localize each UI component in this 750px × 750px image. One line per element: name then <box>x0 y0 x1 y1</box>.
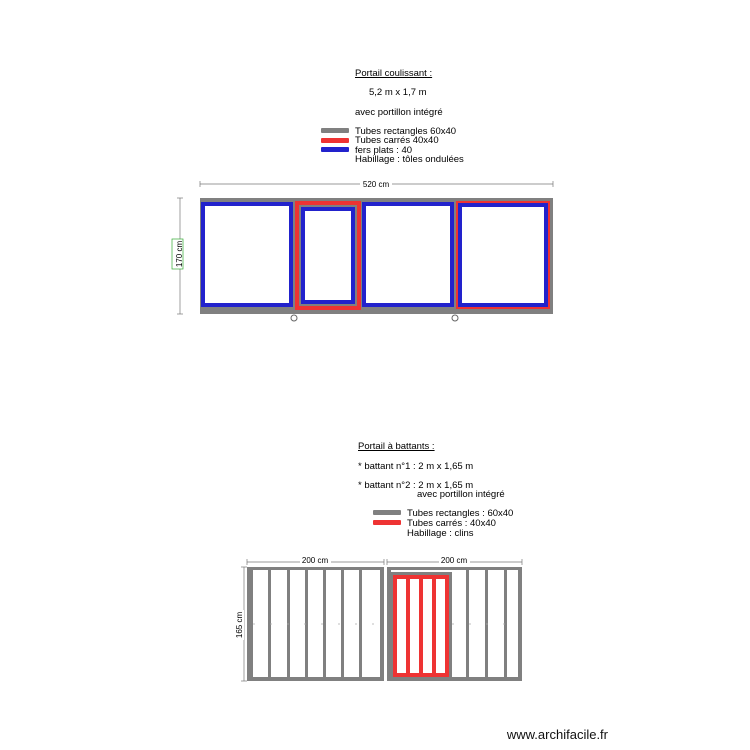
portail2-note: avec portillon intégré <box>417 489 505 500</box>
p1-height-label: 170 cm <box>175 240 184 268</box>
p2-leaf-1 <box>247 567 384 681</box>
p2-leaf-2 <box>387 567 522 681</box>
portail2-legend-item-1: Tubes rectangles : 60x40 <box>407 508 514 519</box>
portail1-legend-item-1: Tubes rectangles 60x40 <box>355 126 457 137</box>
portail2-battant-1: * battant n°1 : 2 m x 1,65 m <box>358 461 474 472</box>
p2-width-label-2: 200 cm <box>440 556 468 565</box>
portail2-habillage: Habillage : clins <box>407 528 474 539</box>
portail1-legend-item-2: Tubes carrés 40x40 <box>355 135 439 146</box>
portail2-battant-2: * battant n°2 : 2 m x 1,65 m <box>358 480 474 491</box>
watermark[interactable]: www.archifacile.fr <box>506 727 608 742</box>
portail1-legend-item-3: fers plats : 40 <box>355 145 413 156</box>
p2-height-label: 165 cm <box>235 611 244 639</box>
p1-width-label: 520 cm <box>362 180 390 189</box>
p2-width-label-1: 200 cm <box>301 556 329 565</box>
portail1-note: avec portillon intégré <box>355 107 443 118</box>
portail1-title: Portail coulissant : <box>355 68 433 79</box>
portail2-title: Portail à battants : <box>358 441 435 452</box>
portail1-size: 5,2 m x 1,7 m <box>369 87 427 98</box>
portail2-legend-item-2: Tubes carrés : 40x40 <box>407 518 496 529</box>
portail1-habillage: Habillage : tôles ondulées <box>355 154 464 165</box>
